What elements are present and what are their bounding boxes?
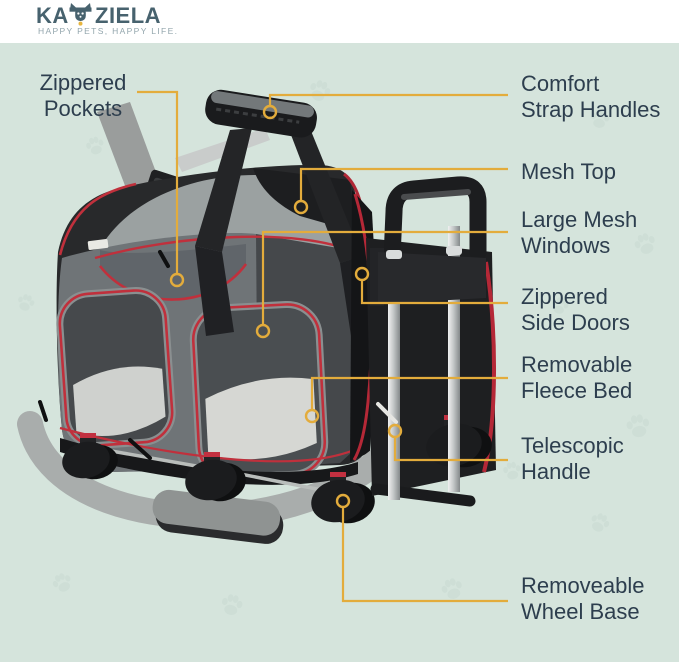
trolley-cross-brace [378, 252, 486, 304]
logo-text-suffix: ZIELA [95, 3, 162, 28]
callout-text: Removable [521, 352, 633, 377]
logo-text-prefix: KA [36, 3, 69, 28]
callout-text: Side Doors [521, 310, 630, 335]
callout-text: Mesh Top [521, 159, 616, 184]
callout-label-zippered-pockets [24, 70, 142, 122]
callout-label-removeable-wheel-base [521, 573, 645, 625]
callout-label-telescopic-handle [521, 433, 624, 485]
callout-label-comfort-strap-handles [521, 71, 660, 123]
left-mesh-window [58, 288, 174, 447]
callout-text: Fleece Bed [521, 378, 633, 403]
callout-text: Wheel Base [521, 599, 640, 624]
callout-text: Comfort [521, 71, 600, 96]
callout-text: Large Mesh [521, 207, 638, 232]
callout-text: Strap Handles [521, 97, 661, 122]
callout-text: Windows [521, 233, 611, 258]
callout-label-removable-fleece-bed [521, 352, 632, 404]
callout-line-removeable-wheel-base [343, 508, 508, 601]
callout-text: Removeable [521, 573, 645, 598]
brand-tagline: HAPPY PETS, HAPPY LIFE. [38, 26, 179, 36]
callout-text: Pockets [43, 96, 123, 121]
callout-label-zippered-side-doors [521, 284, 630, 336]
callout-label-large-mesh-windows [521, 207, 637, 259]
callout-text: Handle [521, 459, 591, 484]
callout-text: Zippered [521, 284, 608, 309]
callout-label-mesh-top [521, 159, 616, 185]
callout-text: Zippered [39, 70, 127, 95]
callout-text: Telescopic [521, 433, 624, 458]
